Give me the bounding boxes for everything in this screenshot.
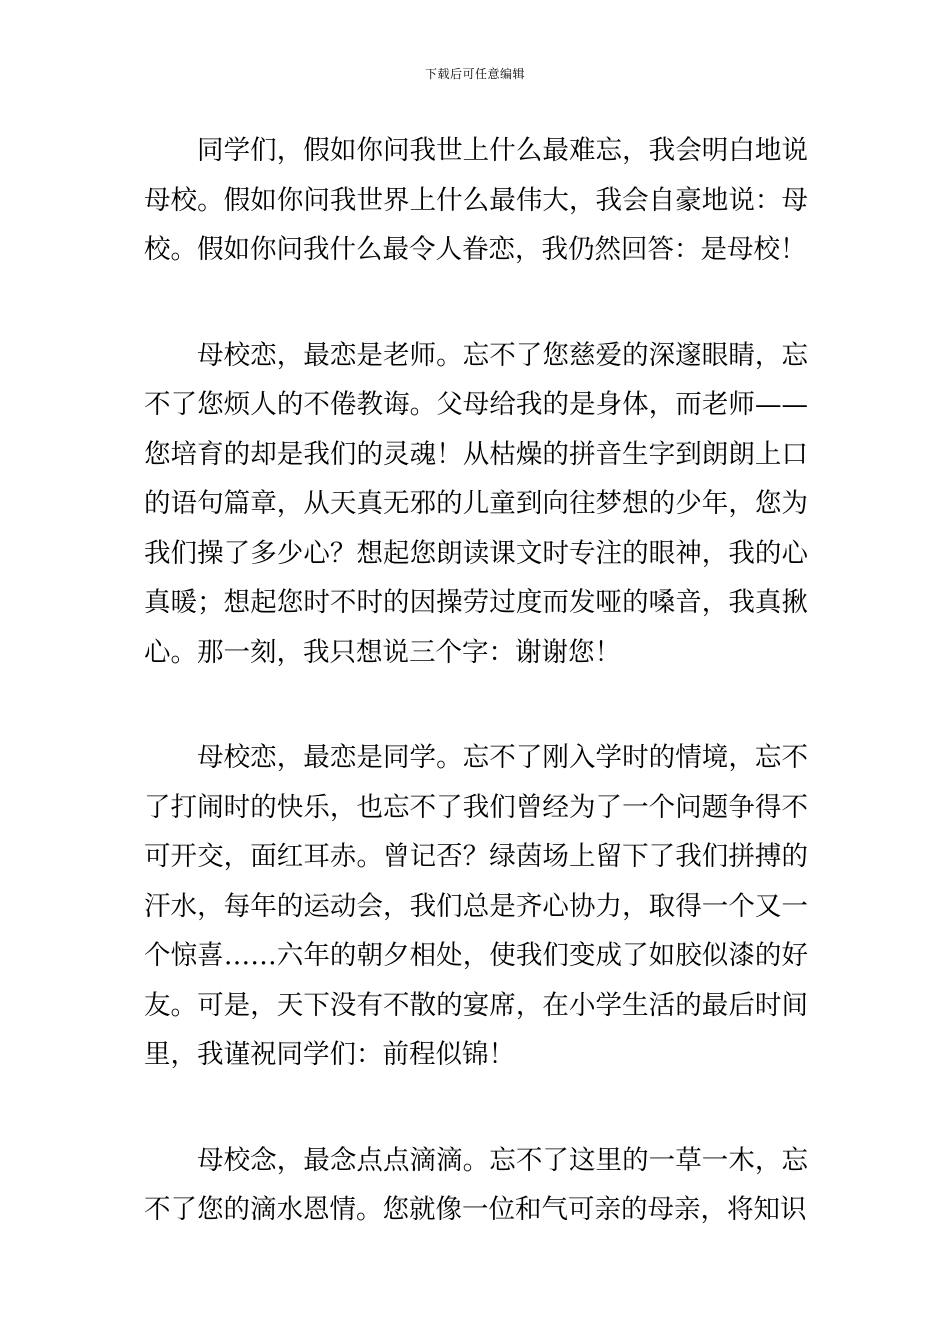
paragraph-2: 母校恋，最恋是老师。忘不了您慈爱的深邃眼睛，忘不了您烦人的不倦教诲。父母给我的是身体，而老师——您培育的却是我们的灵魂！从枯燥的拼音生字到朗朗上口的语句篇章，从天真无邪的儿童到向往梦想的少年，您为我们操了多少心？想起您朗读课文时专注的眼神，我的心真暖；想起您时不时的因操劳过度而发哑的嗓音，我真揪心。那一刻，我只想说三个字：谢谢您！ [144, 339, 808, 668]
document-body [144, 126, 808, 1291]
paragraph-3: 母校恋，最恋是同学。忘不了刚入学时的情境，忘不了打闹时的快乐，也忘不了我们曾经为了一个问题争得不可开交，面红耳赤。曾记否？绿茵场上留下了我们拼搏的汗水，每年的运动会，我们总是齐心协力，取得一个又一个惊喜……六年的朝夕相处，使我们变成了如胶似漆的好友。可是，天下没有不散的宴席，在小学生活的最后时间里，我谨祝同学们：前程似锦！ [144, 742, 808, 1070]
page-header: 下载后可任意编辑 [424, 67, 525, 81]
paragraph-1: 同学们，假如你问我世上什么最难忘，我会明白地说母校。假如你问我世界上什么最伟大，我会自豪地说：母校。假如你问我什么最令人眷恋，我仍然回答：是母校！ [144, 135, 808, 265]
paragraph-4: 母校念，最念点点滴滴。忘不了这里的一草一木，忘不了您的滴水恩情。您就像一位和气可亲的母亲，将知识 [144, 1144, 808, 1225]
